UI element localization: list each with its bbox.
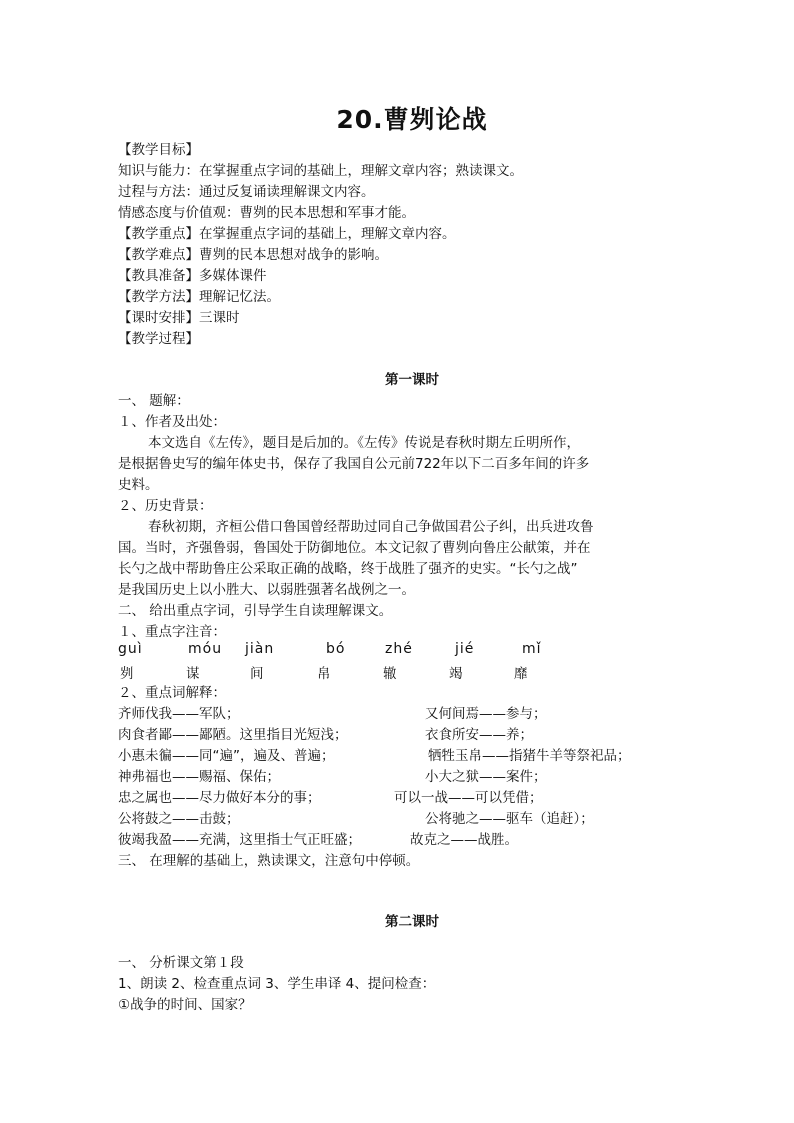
header-line-schedule: 【课时安排】三课时 [118,310,240,326]
vocab-right-3: 牺牲玉帛——指猪牛羊等祭祀品； [428,748,631,764]
header-line-tools: 【教具准备】多媒体课件 [118,268,267,284]
vocab-left-7: 彼竭我盈——充满，这里指士气正旺盛； [118,832,361,848]
section-1-2-para-line4: 是我国历史上以小胜大、以弱胜强著名战例之一。 [118,582,415,598]
pinyin-bo: bó [326,641,346,657]
vocab-right-1: 又何间焉——参与； [425,706,547,722]
lesson2-steps: 1、朗读 2、检查重点词 3、学生串译 4、提问检查： [118,976,436,992]
hanzi-mi: 靡 [514,666,528,682]
section-1-2-para-line3: 长勺之战中帮助鲁庄公采取正确的战略，终于战胜了强齐的史实。“长勺之战” [118,561,578,577]
pinyin-jie: jié [455,641,475,657]
section-3-heading: 三、 在理解的基础上，熟读课文，注意句中停顿。 [118,853,420,869]
vocab-left-5: 忠之属也——尽力做好本分的事； [118,790,321,806]
vocab-left-4: 神弗福也——赐福、保佑； [118,769,280,785]
section-1-2-para-line1: 春秋初期，齐桓公借口鲁国曾经帮助过同自己争做国君公子纠，出兵进攻鲁 [148,519,594,535]
vocab-right-4: 小大之狱——案件； [425,769,547,785]
header-line-method: 【教学方法】理解记忆法。 [118,289,280,305]
vocab-right-6: 公将驰之——驱车（追赶）； [425,811,594,827]
pinyin-mi: mǐ [522,641,542,657]
hanzi-bo: 帛 [317,666,331,682]
header-line-focus: 【教学重点】在掌握重点字词的基础上，理解文章内容。 [118,226,456,242]
header-line-emotion: 情感态度与价值观：曹刿的民本思想和军事才能。 [118,205,415,221]
vocab-left-3: 小惠未徧——同“遍”，遍及、普遍； [118,748,335,764]
section-1-2-heading: ２、历史背景： [118,498,213,514]
pinyin-jian: jiàn [245,641,275,657]
hanzi-gui: 刿 [120,666,134,682]
section-1-2-para-line2: 国。当时，齐强鲁弱，鲁国处于防御地位。本文记叙了曹刿向鲁庄公献策，并在 [118,540,591,556]
section-1-1-heading: １、作者及出处： [118,414,226,430]
pinyin-gui: guì [118,641,143,657]
lesson1-heading: 第一课时 [385,372,439,388]
header-line-difficulty: 【教学难点】曹刿的民本思想对战争的影响。 [118,247,388,263]
vocab-right-7: 故克之——战胜。 [410,832,518,848]
hanzi-mou: 谋 [186,666,200,682]
hanzi-jie: 竭 [449,666,463,682]
lesson2-question-1: ①战争的时间、国家？ [118,997,252,1013]
section-1-heading: 一、 题解： [118,393,190,409]
section-2-2-heading: ２、重点词解释： [118,685,226,701]
vocab-left-1: 齐师伐我——军队； [118,706,240,722]
lesson2-heading: 第二课时 [385,914,439,930]
hanzi-zhe: 辙 [383,666,397,682]
section-2-1-heading: １、重点字注音： [118,624,226,640]
section-1-1-para-line2: 是根据鲁史写的编年体史书，保存了我国自公元前722年以下二百多年间的许多 [118,456,590,472]
header-line-knowledge: 知识与能力：在掌握重点字词的基础上，理解文章内容；熟读课文。 [118,163,523,179]
pinyin-zhe: zhé [385,641,413,657]
header-line-process-heading: 【教学过程】 [118,331,199,347]
vocab-right-2: 衣食所安——养； [425,727,533,743]
vocab-right-5: 可以一战——可以凭借； [394,790,543,806]
page-title: 20.曹刿论战 [336,105,488,134]
lesson2-section-1-heading: 一、 分析课文第１段 [118,955,244,971]
vocab-left-6: 公将鼓之——击鼓； [118,811,240,827]
section-1-1-para-line1: 本文选自《左传》，题目是后加的。《左传》传说是春秋时期左丘明所作， [148,435,580,451]
header-line-process: 过程与方法：通过反复诵读理解课文内容。 [118,184,375,200]
vocab-left-2: 肉食者鄙——鄙陋。这里指目光短浅； [118,727,348,743]
section-2-heading: 二、 给出重点字词，引导学生自读理解课文。 [118,603,393,619]
hanzi-jian: 间 [250,666,264,682]
header-line-objectives: 【教学目标】 [118,142,199,158]
section-1-1-para-line3: 史料。 [118,477,159,493]
pinyin-mou: móu [188,641,223,657]
